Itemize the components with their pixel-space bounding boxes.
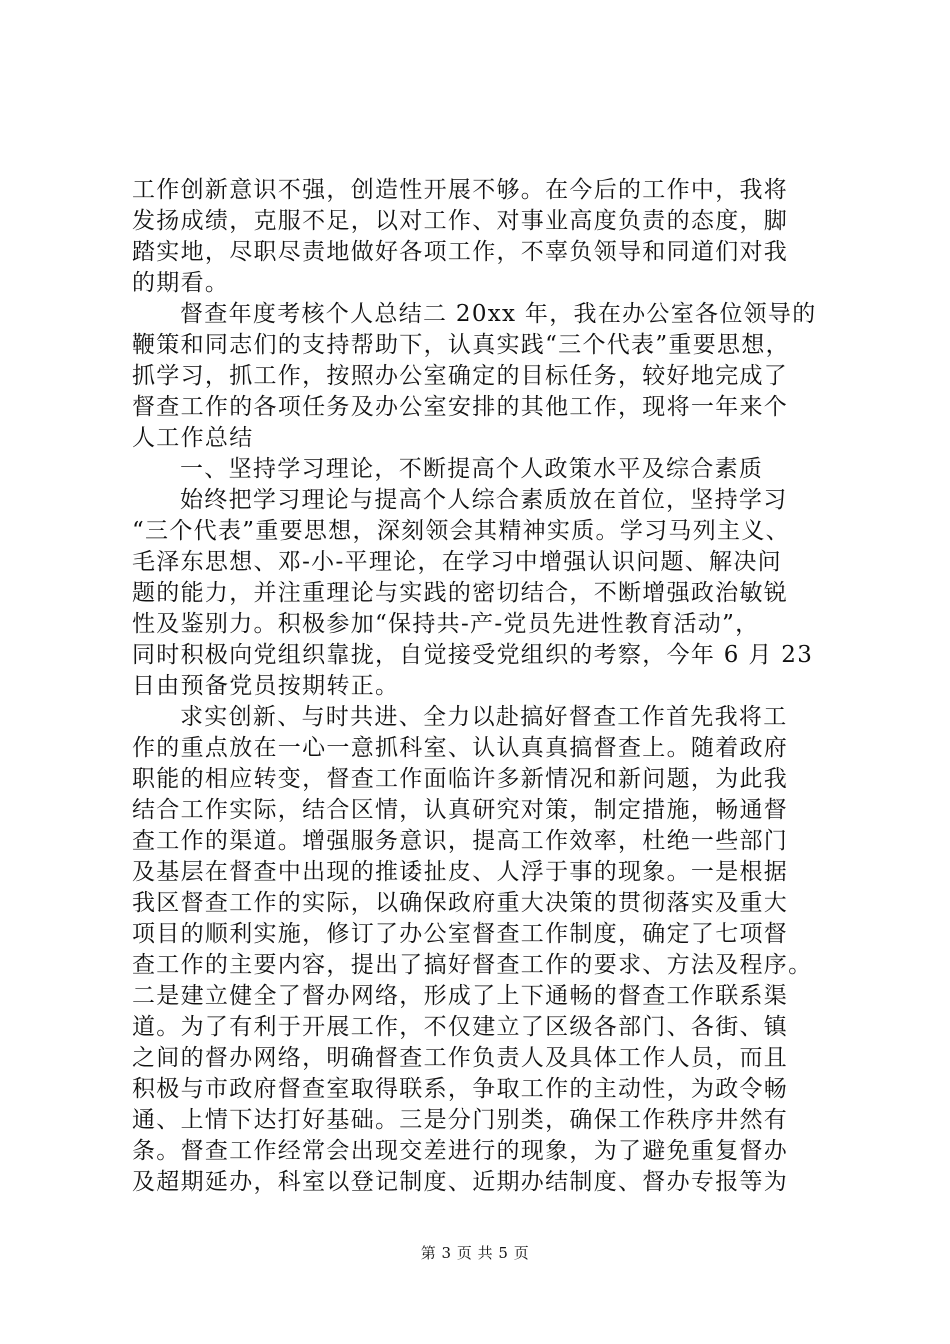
text-line: 二是建立健全了督办网络，形成了上下通畅的督查工作联系渠	[132, 983, 789, 1009]
text-line: 督查年度考核个人总结二 20xx 年，我在办公室各位领导的	[180, 301, 817, 327]
text-line: 发扬成绩，克服不足，以对工作、对事业高度负责的态度，脚	[132, 208, 789, 234]
text-line: “三个代表”重要思想，深刻领会其精神实质。学习马列主义、	[132, 518, 790, 544]
text-line: 的期看。	[132, 270, 230, 296]
text-line: 查工作的主要内容，提出了搞好督查工作的要求、方法及程序。	[132, 952, 813, 978]
paragraph	[132, 485, 832, 702]
text-line: 查工作的渠道。增强服务意识，提高工作效率，杜绝一些部门	[132, 828, 789, 854]
text-line: 毛泽东思想、邓-小-平理论，在学习中增强认识问题、解决问	[132, 549, 782, 575]
paragraph	[132, 299, 832, 454]
text-line: 作的重点放在一心一意抓科室、认认真真搞督查上。随着政府	[132, 735, 789, 761]
text-line: 督查工作的各项任务及办公室安排的其他工作，现将一年来个	[132, 394, 789, 420]
text-line: 结合工作实际，结合区情，认真研究对策，制定措施，畅通督	[132, 797, 789, 823]
text-line: 道。为了有利于开展工作，不仅建立了区级各部门、各街、镇	[132, 1014, 789, 1040]
text-line: 踏实地，尽职尽责地做好各项工作，不辜负领导和同道们对我	[132, 239, 789, 265]
document-body	[132, 175, 832, 1198]
text-line: 之间的督办网络，明确督查工作负责人及具体工作人员，而且	[132, 1045, 789, 1071]
text-line: 职能的相应转变，督查工作面临许多新情况和新问题，为此我	[132, 766, 789, 792]
text-line: 我区督查工作的实际，以确保政府重大决策的贯彻落实及重大	[132, 890, 789, 916]
text-line: 性及鉴别力。积极参加“保持共-产-党员先进性教育活动”，	[132, 611, 760, 637]
text-line: 始终把学习理论与提高个人综合素质放在首位，坚持学习	[180, 487, 788, 513]
text-line: 工作创新意识不强，创造性开展不够。在今后的工作中，我将	[132, 177, 789, 203]
text-line: 鞭策和同志们的支持帮助下，认真实践“三个代表”重要思想，	[132, 332, 790, 358]
paragraph	[132, 454, 832, 485]
text-line: 项目的顺利实施，修订了办公室督查工作制度，确定了七项督	[132, 921, 789, 947]
text-line: 及基层在督查中出现的推诿扯皮、人浮于事的现象。一是根据	[132, 859, 789, 885]
paragraph	[132, 175, 832, 299]
page-footer: 第 3 页 共 5 页	[420, 1244, 530, 1262]
text-line: 同时积极向党组织靠拢，自觉接受党组织的考察，今年 6 月 23	[132, 642, 814, 668]
text-line: 一、坚持学习理论，不断提高个人政策水平及综合素质	[180, 456, 764, 482]
text-line: 积极与市政府督查室取得联系，争取工作的主动性，为政令畅	[132, 1076, 789, 1102]
text-line: 题的能力，并注重理论与实践的密切结合，不断增强政治敏锐	[132, 580, 789, 606]
text-line: 及超期延办，科室以登记制度、近期办结制度、督办专报等为	[132, 1169, 789, 1195]
text-line: 抓学习，抓工作，按照办公室确定的目标任务，较好地完成了	[132, 363, 789, 389]
text-line: 求实创新、与时共进、全力以赴搞好督查工作首先我将工	[180, 704, 788, 730]
text-line: 日由预备党员按期转正。	[132, 673, 400, 699]
text-line: 通、上情下达打好基础。三是分门别类，确保工作秩序井然有	[132, 1107, 789, 1133]
paragraph	[132, 702, 832, 1198]
text-line: 条。督查工作经常会出现交差进行的现象，为了避免重复督办	[132, 1138, 789, 1164]
text-line: 人工作总结	[132, 425, 254, 451]
